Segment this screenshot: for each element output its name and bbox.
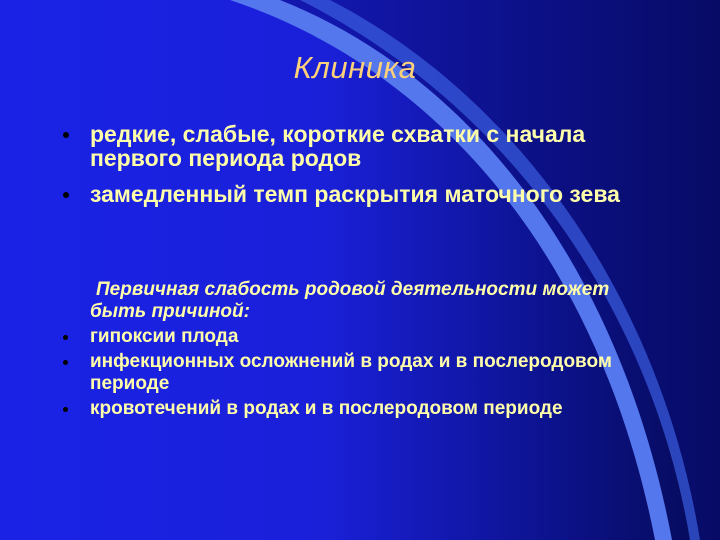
list-item — [60, 351, 620, 395]
slide-title: Клиника — [293, 50, 417, 85]
bullet-icon — [63, 407, 68, 412]
causes-intro: Первичная слабость родовой деятельности может быть причиной: — [90, 279, 610, 322]
clinic-list — [60, 122, 620, 218]
list-item — [60, 182, 620, 206]
list-item-text: редкие, слабые, короткие схватки с начала первого периода родов — [90, 121, 586, 171]
bullet-icon — [63, 360, 68, 365]
list-item — [60, 122, 620, 170]
bullet-icon — [63, 132, 69, 138]
list-item — [60, 326, 620, 348]
causes-list — [60, 279, 620, 423]
list-item-text: инфекционных осложнений в родах и в послеродовом периоде — [90, 351, 612, 394]
list-item-text: кровотечений в родах и в послеродовом периоде — [90, 398, 563, 419]
bullet-icon — [63, 335, 68, 340]
list-item — [60, 398, 620, 420]
list-item-text: гипоксии плода — [90, 326, 239, 347]
bullet-icon — [63, 192, 69, 198]
list-item-text: замедленный темп раскрытия маточного зева — [90, 181, 620, 207]
